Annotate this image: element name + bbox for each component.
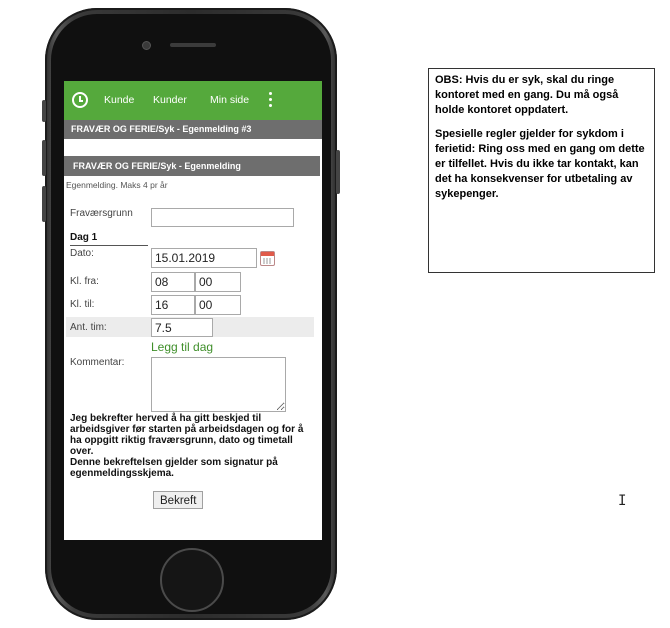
front-camera bbox=[142, 41, 151, 50]
comment-label: Kommentar: bbox=[70, 357, 125, 368]
note-paragraph-2: Spesielle regler gjelder for sykdom i ferietid: Ring oss med en gang om dette er tilfellet. Hvis du ikke tar kontakt, kan det ha konsekvenser for utbetaling av sykepenger. bbox=[435, 128, 645, 200]
phone-volume-up bbox=[42, 140, 46, 176]
note-paragraph-1: OBS: Hvis du er syk, skal du ringe kontoret med en gang. Du må også holde kontoret oppdatert. bbox=[435, 74, 619, 116]
breadcrumb: FRAVÆR OG FERIE/Syk - Egenmelding #3 bbox=[64, 120, 322, 139]
nav-kunder[interactable]: Kunder bbox=[153, 94, 187, 106]
time-to-minute-input[interactable] bbox=[195, 295, 241, 315]
app-bar bbox=[64, 81, 322, 120]
nav-min-side[interactable]: Min side bbox=[210, 94, 250, 106]
clock-icon[interactable] bbox=[72, 92, 88, 108]
nav-kunde[interactable]: Kunde bbox=[104, 94, 135, 106]
day-title: Dag 1 bbox=[70, 232, 148, 246]
time-from-label: Kl. fra: bbox=[70, 276, 99, 287]
hours-input[interactable] bbox=[151, 318, 213, 337]
time-from-minute-input[interactable] bbox=[195, 272, 241, 292]
earpiece-speaker bbox=[170, 43, 216, 47]
phone-power-button bbox=[336, 150, 340, 194]
note-box bbox=[428, 68, 655, 273]
time-to-hour-input[interactable] bbox=[151, 295, 195, 315]
reason-input[interactable] bbox=[151, 208, 294, 227]
add-day-link[interactable]: Legg til dag bbox=[151, 340, 214, 354]
comment-textarea[interactable] bbox=[151, 357, 286, 412]
home-button[interactable] bbox=[160, 548, 224, 612]
phone-screen bbox=[64, 81, 322, 540]
section-subtitle: Egenmelding. Maks 4 pr år bbox=[66, 180, 168, 190]
time-to-label: Kl. til: bbox=[70, 299, 95, 310]
phone-mute-switch bbox=[42, 100, 46, 122]
calendar-icon[interactable] bbox=[260, 251, 275, 266]
reason-label: Fraværsgrunn bbox=[70, 208, 133, 219]
section-title: FRAVÆR OG FERIE/Syk - Egenmelding bbox=[64, 156, 320, 176]
date-label: Dato: bbox=[70, 248, 94, 259]
time-from-hour-input[interactable] bbox=[151, 272, 195, 292]
more-vertical-icon[interactable] bbox=[268, 92, 274, 110]
confirm-button[interactable]: Bekreft bbox=[153, 491, 203, 509]
phone-volume-down bbox=[42, 186, 46, 222]
text-cursor-icon: I bbox=[618, 493, 627, 509]
confirmation-text: Jeg bekrefter herved å ha gitt beskjed til arbeidsgiver før starten på arbeidsdagen og for å ha oppgitt riktig fraværsgrunn, dato og timetall over. Denne bekreftelsen gjelder som signatur på egenmeldingsskjema. bbox=[70, 413, 304, 479]
date-input[interactable] bbox=[151, 248, 257, 268]
hours-label: Ant. tim: bbox=[70, 322, 107, 333]
